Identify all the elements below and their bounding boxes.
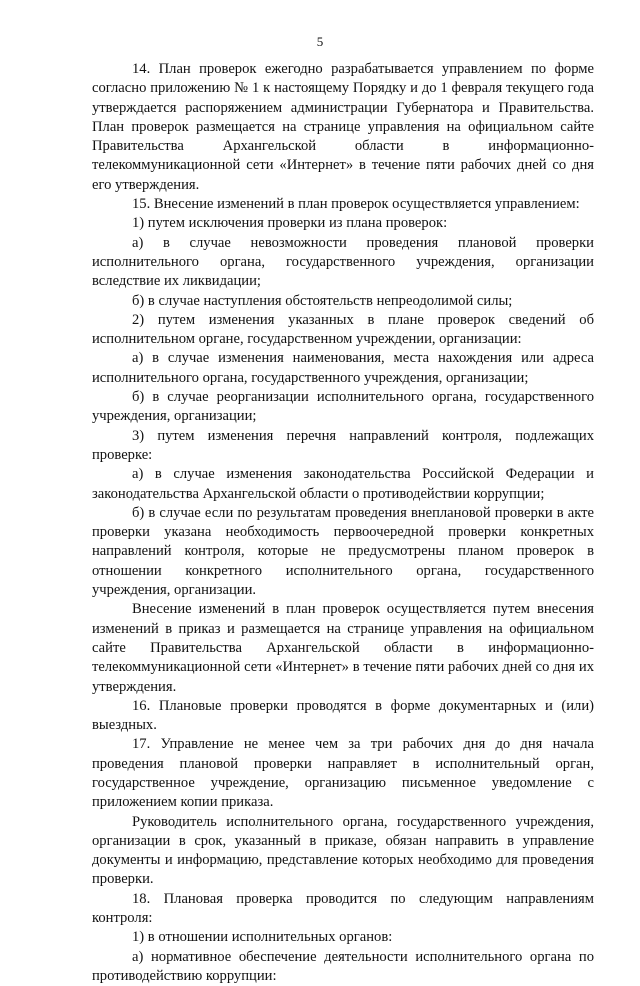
paragraph-18-item-1a: а) нормативное обеспечение деятельности исполнительного органа по противодействию коррупции: (92, 948, 594, 984)
paragraph-14: 14. План проверок ежегодно разрабатывается управлением по форме согласно приложению № 1 к настоящему Порядку и до 1 февраля текущего года утверждается распоряжением администрации Губернатора и Правительства. План проверок размещается на странице управления на официальном сайте Правительства Архангельской области в информационно-телекоммуникационной сети «Интернет» в течение пяти рабочих дней со дня его утверждения. (92, 61, 594, 193)
paragraph-18: 18. Плановая проверка проводится по следующим направлениям контроля: (92, 890, 594, 927)
paragraph-17-head-duty: Руководитель исполнительного органа, государственного учреждения, организации в срок, указанный в приказе, обязан направить в управление документы и информацию, представление которых необходимо для проведения проверки. (92, 813, 594, 888)
paragraph-18-item-1: 1) в отношении исполнительных органов: (132, 929, 393, 946)
paragraph-15-amendment-note: Внесение изменений в план проверок осуществляется путем внесения изменений в приказ и размещается на странице управления на официальном сайте Правительства Архангельской области в информационно-телекоммуникационной сети «Интернет» в течение пяти рабочих дней со дня их утверждения. (92, 601, 594, 695)
paragraph-16: 16. Плановые проверки проводятся в форме документарных и (или) выездных. (92, 697, 594, 734)
paragraph-15-item-3: 3) путем изменения перечня направлений контроля, подлежащих проверке: (92, 427, 594, 463)
paragraph-15-item-1a: а) в случае невозможности проведения плановой проверки исполнительного органа, государственного учреждения, организации вследствие их ликвидации; (92, 234, 594, 290)
paragraph-15: 15. Внесение изменений в план проверок осуществляется управлением: (132, 196, 580, 213)
paragraph-15-item-3a: а) в случае изменения законодательства Российской Федерации и законодательства Архангельской области о противодействии коррупции; (92, 466, 594, 502)
paragraph-15-item-2b: б) в случае реорганизации исполнительного органа, государственного учреждения, организации; (92, 389, 594, 425)
document-body (92, 60, 594, 986)
paragraph-15-item-3b: б) в случае если по результатам проведения внеплановой проверки в акте проверки указана необходимость первоочередной проверки конкретных направлений контроля, которые не предусмотрены планом проверок в отношении конкретного исполнительного органа, государственного учреждения, организации. (92, 504, 594, 599)
paragraph-17: 17. Управление не менее чем за три рабочих дня до дня начала проведения плановой проверки направляет в исполнительный орган, государственное учреждение, организацию письменное уведомление с приложением копии приказа. (92, 736, 594, 811)
page-number: 5 (316, 34, 324, 49)
paragraph-15-item-1b: б) в случае наступления обстоятельств непреодолимой силы; (132, 292, 513, 309)
paragraph-15-item-1: 1) путем исключения проверки из плана проверок: (132, 215, 448, 232)
paragraph-15-item-2: 2) путем изменения указанных в плане проверок сведений об исполнительном органе, государственном учреждении, организации: (92, 311, 594, 348)
paragraph-15-item-2a: а) в случае изменения наименования, места нахождения или адреса исполнительного органа, государственного учреждения, организации; (92, 350, 594, 386)
